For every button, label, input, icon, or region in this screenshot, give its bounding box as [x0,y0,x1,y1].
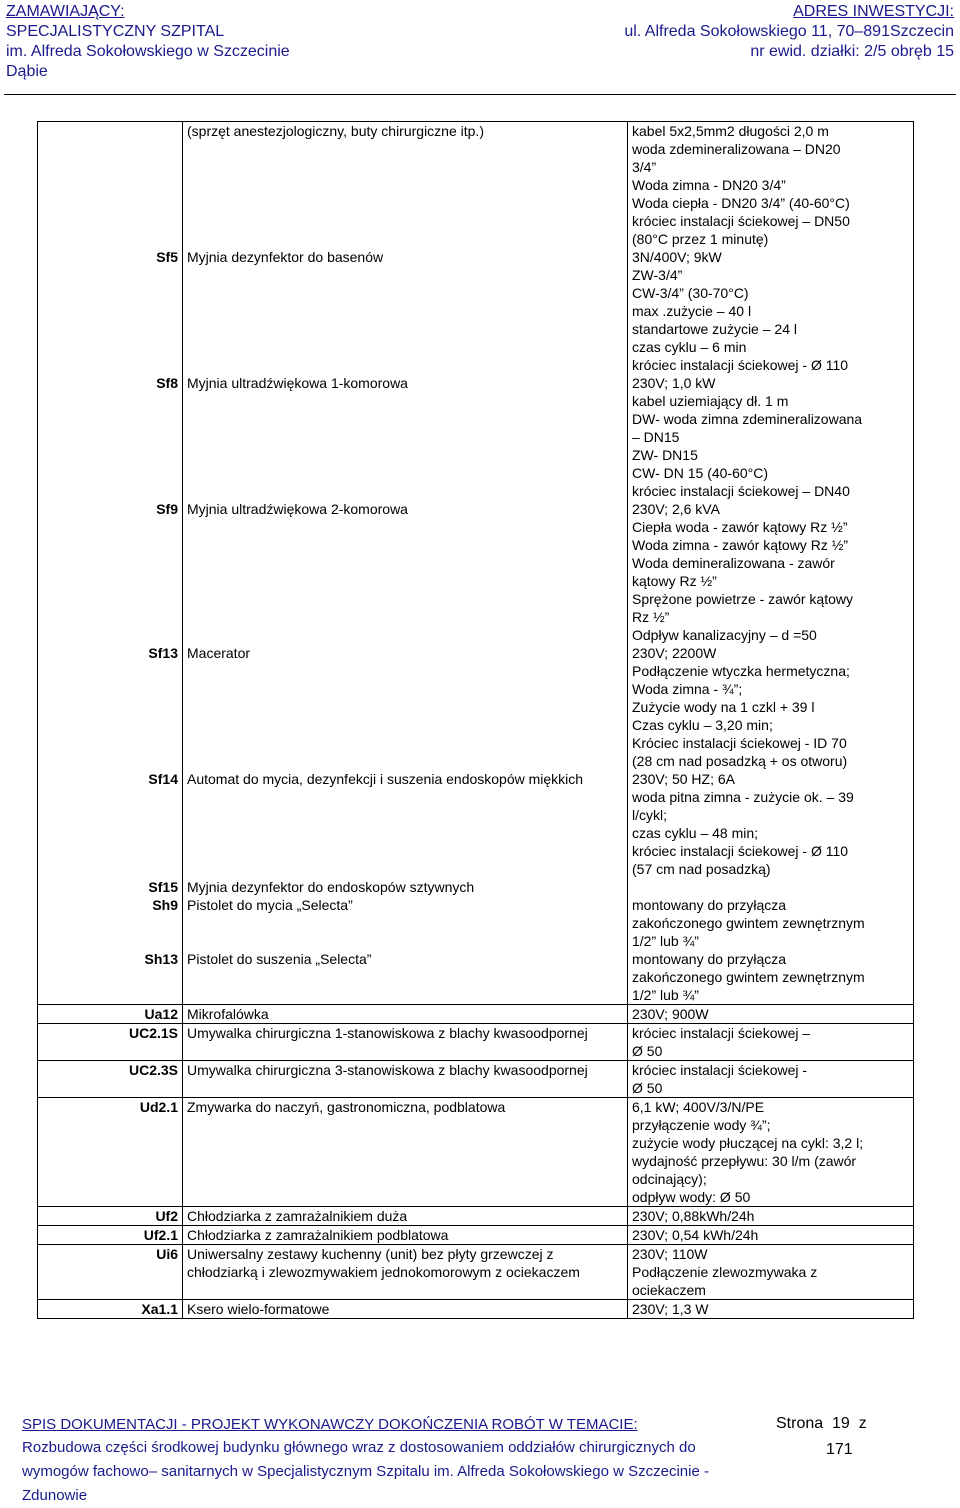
item-code: Sf15 [38,878,183,896]
spec-line: 6,1 kW; 400V/3/N/PE [632,1099,765,1115]
item-spec [628,248,914,374]
page-total: 171 [826,1441,853,1458]
spec-line: Woda ciepła - DN20 3/4” (40-60°C) [632,195,850,211]
spec-line: 3N/400V; 9kW [632,249,722,265]
item-spec [628,1300,914,1319]
spec-line: DW- woda zimna zdemineralizowana [632,411,863,427]
item-name: Macerator [183,644,628,770]
client-line: SPECJALISTYCZNY SZPITAL [6,23,225,40]
spec-line: 230V; 0,88kWh/24h [632,1208,755,1224]
item-code: Sf9 [38,500,183,644]
item-spec [628,1005,914,1024]
spec-line: 230V; 900W [632,1006,709,1022]
spec-line: 230V; 1,0 kW [632,375,716,391]
client-block [6,2,290,82]
item-name: Myjnia dezynfektor do endoskopów sztywnych [183,878,628,896]
footer-doc-title: SPIS DOKUMENTACJI - PROJEKT WYKONAWCZY DOKOŃCZENIA ROBÓT W TEMACIE: [22,1416,638,1433]
spec-line: ZW- DN15 [632,447,698,463]
client-line: im. Alfreda Sokołowskiego w Szczecinie [6,43,290,60]
page-of: z [858,1415,867,1432]
item-name: Myjnia dezynfektor do basenów [183,248,628,374]
item-code: Sf13 [38,644,183,770]
spec-line: Ø 50 [632,1043,663,1059]
item-code: Sh13 [38,950,183,1005]
spec-line: – DN15 [632,429,680,445]
spec-line: Woda zimna - ¾”; [632,681,743,697]
item-code: Sf5 [38,248,183,374]
item-code: Sf8 [38,374,183,500]
spec-line: przyłączenie wody ¾”; [632,1117,771,1133]
table-row [38,1061,914,1098]
item-spec [628,950,914,1005]
address-line: ul. Alfreda Sokołowskiego 11, 70–891Szczecin [624,23,954,40]
equipment-table [37,121,914,1319]
item-name: Myjnia ultradźwiękowa 1-komorowa [183,374,628,500]
item-code: Ui6 [38,1245,183,1300]
item-name: Umywalka chirurgiczna 1-stanowiskowa z blachy kwasoodpornej [183,1024,628,1061]
item-spec [628,1024,914,1061]
item-spec [628,374,914,500]
spec-line: wydajność przepływu: 30 l/m (zawór [632,1153,857,1169]
spec-line: 230V; 1,3 W [632,1301,709,1317]
spec-line: kabel 5x2,5mm2 długości 2,0 m [632,123,829,139]
spec-line: zużycie wody płuczącej na cykl: 3,2 l; [632,1135,864,1151]
table-row [38,896,914,950]
item-name: Chłodziarka z zamrażalnikiem podblatowa [183,1226,628,1245]
table-row [38,500,914,644]
item-spec [628,1061,914,1098]
spec-line: 230V; 2200W [632,645,717,661]
spec-line: 1/2” lub ¾” [632,933,699,949]
equipment-table-body [38,122,914,1319]
spec-line: 230V; 110W [632,1246,708,1262]
spec-line: Rz ½” [632,609,670,625]
item-name: Uniwersalny zestawy kuchenny (unit) bez płyty grzewczej z chłodziarką i zlewozmywakiem jednokomorowym z ociekaczem [183,1245,628,1300]
spec-line: Zużycie wody na 1 czkl + 39 l [632,699,815,715]
spec-line: króciec instalacji ściekowej – DN50 [632,213,850,229]
table-row [38,1226,914,1245]
page-label: Strona [776,1415,824,1432]
item-spec [628,878,914,896]
item-spec [628,1098,914,1207]
spec-line: max .zużycie – 40 l [632,303,752,319]
table-row [38,1098,914,1207]
spec-line: (57 cm nad posadzką) [632,861,771,877]
table-row [38,1207,914,1226]
spec-line: kabel uziemiający dł. 1 m [632,393,789,409]
table-row [38,770,914,878]
footer-description: Rozbudowa części środkowej budynku głównego wraz z dostosowaniem oddziałów chirurgicznych do wymogów fachowo– sanitarnych w Specjalistycznym Szpitalu im. Alfreda Sokołowskiego w Szczecinie - Zdunowie [22,1439,709,1504]
item-spec [628,896,914,950]
item-spec [628,1245,914,1300]
spec-line: króciec instalacji ściekowej - Ø 110 [632,843,849,859]
item-name: Myjnia ultradźwiękowa 2-komorowa [183,500,628,644]
spec-line: Podłączenie zlewozmywaka z [632,1264,818,1280]
spec-line: odcinający); [632,1171,707,1187]
spec-line: króciec instalacji ściekowej – DN40 [632,483,850,499]
item-spec [628,122,914,249]
item-name: Automat do mycia, dezynfekcji i suszenia endoskopów miękkich [183,770,628,878]
header-divider [4,94,956,95]
spec-line: woda pitna zimna - zużycie ok. – 39 [632,789,854,805]
table-row [38,1300,914,1319]
item-name: Mikrofalówka [183,1005,628,1024]
item-code: UC2.3S [38,1061,183,1098]
item-code: Sf14 [38,770,183,878]
item-code: Uf2 [38,1207,183,1226]
spec-line: Woda zimna - DN20 3/4” [632,177,786,193]
item-name: Pistolet do mycia „Selecta” [183,896,628,950]
spec-line: montowany do przyłącza [632,897,787,913]
spec-line: CW-3/4” (30-70°C) [632,285,749,301]
spec-line: Woda zimna - zawór kątowy Rz ½” [632,537,849,553]
item-name: Umywalka chirurgiczna 3-stanowiskowa z blachy kwasoodpornej [183,1061,628,1098]
spec-line: zakończonego gwintem zewnętrznym [632,969,865,985]
spec-line: l/cykl; [632,807,667,823]
client-line: Dąbie [6,63,48,80]
spec-line: czas cyklu – 6 min [632,339,747,355]
address-line: nr ewid. działki: 2/5 obręb 15 [750,43,954,60]
spec-line: Sprężone powietrze - zawór kątowy [632,591,853,607]
item-name: Zmywarka do naczyń, gastronomiczna, podblatowa [183,1098,628,1207]
spec-line: Podłączenie wtyczka hermetyczna; [632,663,850,679]
spec-line: ociekaczem [632,1282,706,1298]
spec-line: Woda demineralizowana - zawór [632,555,835,571]
item-code: Ua12 [38,1005,183,1024]
item-spec [628,644,914,770]
item-code: UC2.1S [38,1024,183,1061]
table-row [38,1024,914,1061]
item-spec [628,1226,914,1245]
item-name: Pistolet do suszenia „Selecta” [183,950,628,1005]
spec-line: ZW-3/4” [632,267,683,283]
spec-line: 230V; 50 HZ; 6A [632,771,735,787]
item-code: Xa1.1 [38,1300,183,1319]
table-row [38,122,914,249]
spec-line: odpływ wody: Ø 50 [632,1189,751,1205]
spec-line: króciec instalacji ściekowej - [632,1062,808,1078]
spec-line: Króciec instalacji ściekowej - ID 70 [632,735,847,751]
item-spec [628,1207,914,1226]
item-code: Ud2.1 [38,1098,183,1207]
spec-line: czas cyklu – 48 min; [632,825,759,841]
page-footer [0,1408,960,1504]
spec-line: Odpływ kanalizacyjny – d =50 [632,627,817,643]
spec-line: 1/2” lub ¾” [632,987,699,1003]
table-row [38,644,914,770]
spec-line: kątowy Rz ½” [632,573,717,589]
table-row [38,950,914,1005]
item-code [38,122,183,249]
spec-line: króciec instalacji ściekowej – [632,1025,811,1041]
spec-line: Ø 50 [632,1080,663,1096]
spec-line: 3/4” [632,159,657,175]
table-row [38,1005,914,1024]
address-label: ADRES INWESTYCJI: [793,3,954,20]
table-row [38,374,914,500]
item-name: Chłodziarka z zamrażalnikiem duża [183,1207,628,1226]
page-header [0,0,960,96]
spec-line: zakończonego gwintem zewnętrznym [632,915,865,931]
spec-line: 230V; 2,6 kVA [632,501,720,517]
spec-line: CW- DN 15 (40-60°C) [632,465,769,481]
spec-line: Czas cyklu – 3,20 min; [632,717,773,733]
page-indicator [776,1412,867,1458]
item-spec [628,500,914,644]
table-row [38,248,914,374]
page-number: 19 [832,1415,850,1432]
table-row [38,1245,914,1300]
table-row [38,878,914,896]
item-code: Sh9 [38,896,183,950]
item-code: Uf2.1 [38,1226,183,1245]
spec-line: Ciepła woda - zawór kątowy Rz ½” [632,519,848,535]
spec-line: 230V; 0,54 kWh/24h [632,1227,759,1243]
address-block [624,2,954,62]
spec-line: (28 cm nad posadzką + os otworu) [632,753,848,769]
spec-line: woda zdemineralizowana – DN20 [632,141,841,157]
spec-line: standartowe zużycie – 24 l [632,321,797,337]
item-spec [628,770,914,878]
item-name: (sprzęt anestezjologiczny, buty chirurgiczne itp.) [183,122,628,249]
spec-line: montowany do przyłącza [632,951,787,967]
item-name: Ksero wielo-formatowe [183,1300,628,1319]
client-label: ZAMAWIAJĄCY: [6,3,125,20]
spec-line: (80°C przez 1 minutę) [632,231,769,247]
spec-line: króciec instalacji ściekowej - Ø 110 [632,357,849,373]
